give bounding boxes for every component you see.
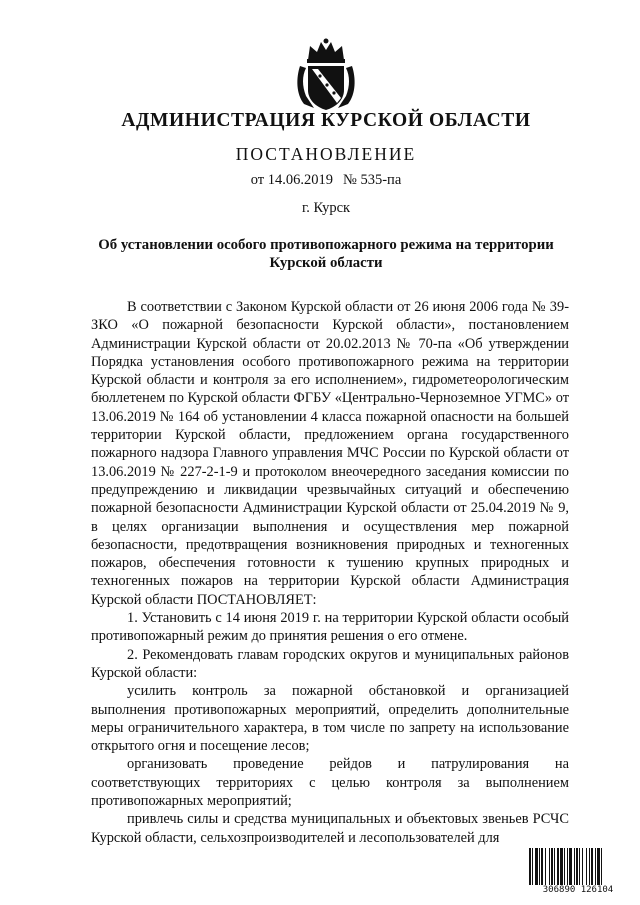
document-body [91,298,569,847]
document-number: № 535-па [343,172,402,188]
organization-name: АДМИНИСТРАЦИЯ КУРСКОЙ ОБЛАСТИ [121,110,531,131]
document-type: ПОСТАНОВЛЕНИЕ [235,144,417,164]
paragraph-subitem: организовать проведение рейдов и патрулирования на соответствующих территориях с целью контроля за выполнением противопожарных мероприятий; [91,756,569,810]
document-date-number [0,172,640,189]
document-title: Об установлении особого противопожарного режима на территории Курской области [98,237,554,271]
barcode-icon [528,848,628,896]
preamble-paragraph: В соответствии с Законом Курской области от 26 июня 2006 года № 39-ЗКО «О пожарной безопасности Курской области», постановлением Администрации Курской области от 20.02.2013 № 70-па «Об утверждении Порядка установления особого противопожарного режима на территории Курской области и контроля за его исполнением», гидрометеорологическим бюллетенем по Курской области ФГБУ «Центрально-Черноземное УГМС» от 13.06.2019 № 164 об установлении 4 класса пожарной опасности на большей территории Курской области, предложением органа государственного пожарного надзора Главного управления МЧС России по Курской области от 13.06.2019 № 227-2-1-9 и протоколом внеочередного заседания комиссии по предупреждению и ликвидации чрезвычайных ситуаций и обеспечению пожарной безопасности Администрации Курской области от 25.04.2019 № 9, в целях организации выполнения и осуществления мер пожарной безопасности, предотвращения возникновения природных и техногенных пожаров, обеспечения готовности к тушению крупных природных и техногенных пожаров на территории Курской области Администрация Курской области ПОСТАНОВЛЯЕТ: [91,299,569,608]
paragraph-item-1: 1. Установить с 14 июня 2019 г. на территории Курской области особый противопожарный режим до принятия решения о его отмене. [91,610,569,645]
paragraph-subitem: привлечь силы и средства муниципальных и объектовых звеньев РСЧС Курской области, сельхозпроизводителей и лесопользователей для [91,811,569,846]
document-city: г. Курск [301,200,351,216]
document-date: от 14.06.2019 [250,172,334,188]
kursk-coat-of-arms-icon [294,38,358,112]
paragraph-item-2: 2. Рекомендовать главам городских округов и муниципальных районов Курской области: [91,646,569,681]
barcode-digits: 306890 126104 [528,885,628,896]
paragraph-subitem: усилить контроль за пожарной обстановкой и организацией выполнения противопожарных мероприятий, определить дополнительные меры ограничительного характера, в том числе по запрету на использование открытого огня и посещение лесов; [91,683,569,755]
